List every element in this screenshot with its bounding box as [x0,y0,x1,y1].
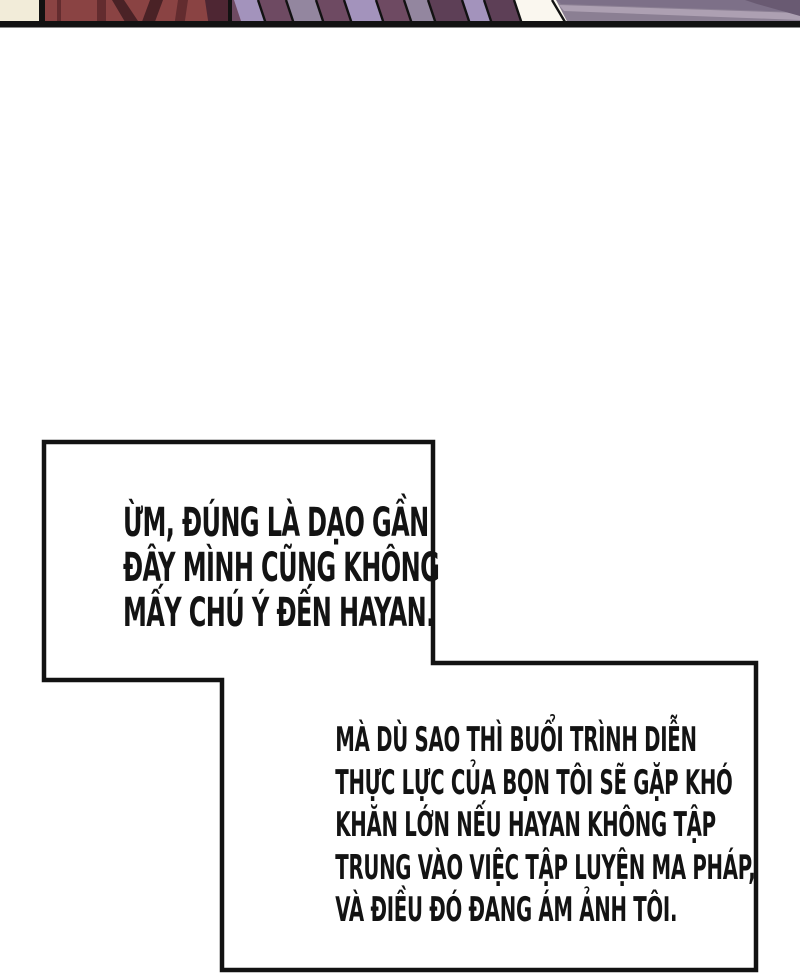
speech-text-2 [335,719,756,932]
speech-line: ĐÂY MÌNH CŨNG KHÔNG [122,545,440,591]
speech-text-1 [122,500,440,636]
speech-line: MÀ DÙ SAO THÌ BUỔI TRÌNH DIỄN [335,720,697,760]
speech-line: THỰC LỰC CỦA BỌN TÔI SẼ GẶP KHÓ [335,762,733,803]
speech-line: TRUNG VÀO VIỆC TẬP LUYỆN MA PHÁP, [335,847,756,888]
speech-line: KHĂN LỚN NẾU HAYAN KHÔNG TẬP [335,805,716,845]
speech-line: MẤY CHÚ Ý ĐẾN HAYAN. [122,590,435,636]
speech-line: VÀ ĐIỀU ĐÓ ĐANG ÁM ẢNH TÔI. [335,890,678,930]
speech-line: ỪM, ĐÚNG LÀ DẠO GẦN [122,500,429,546]
